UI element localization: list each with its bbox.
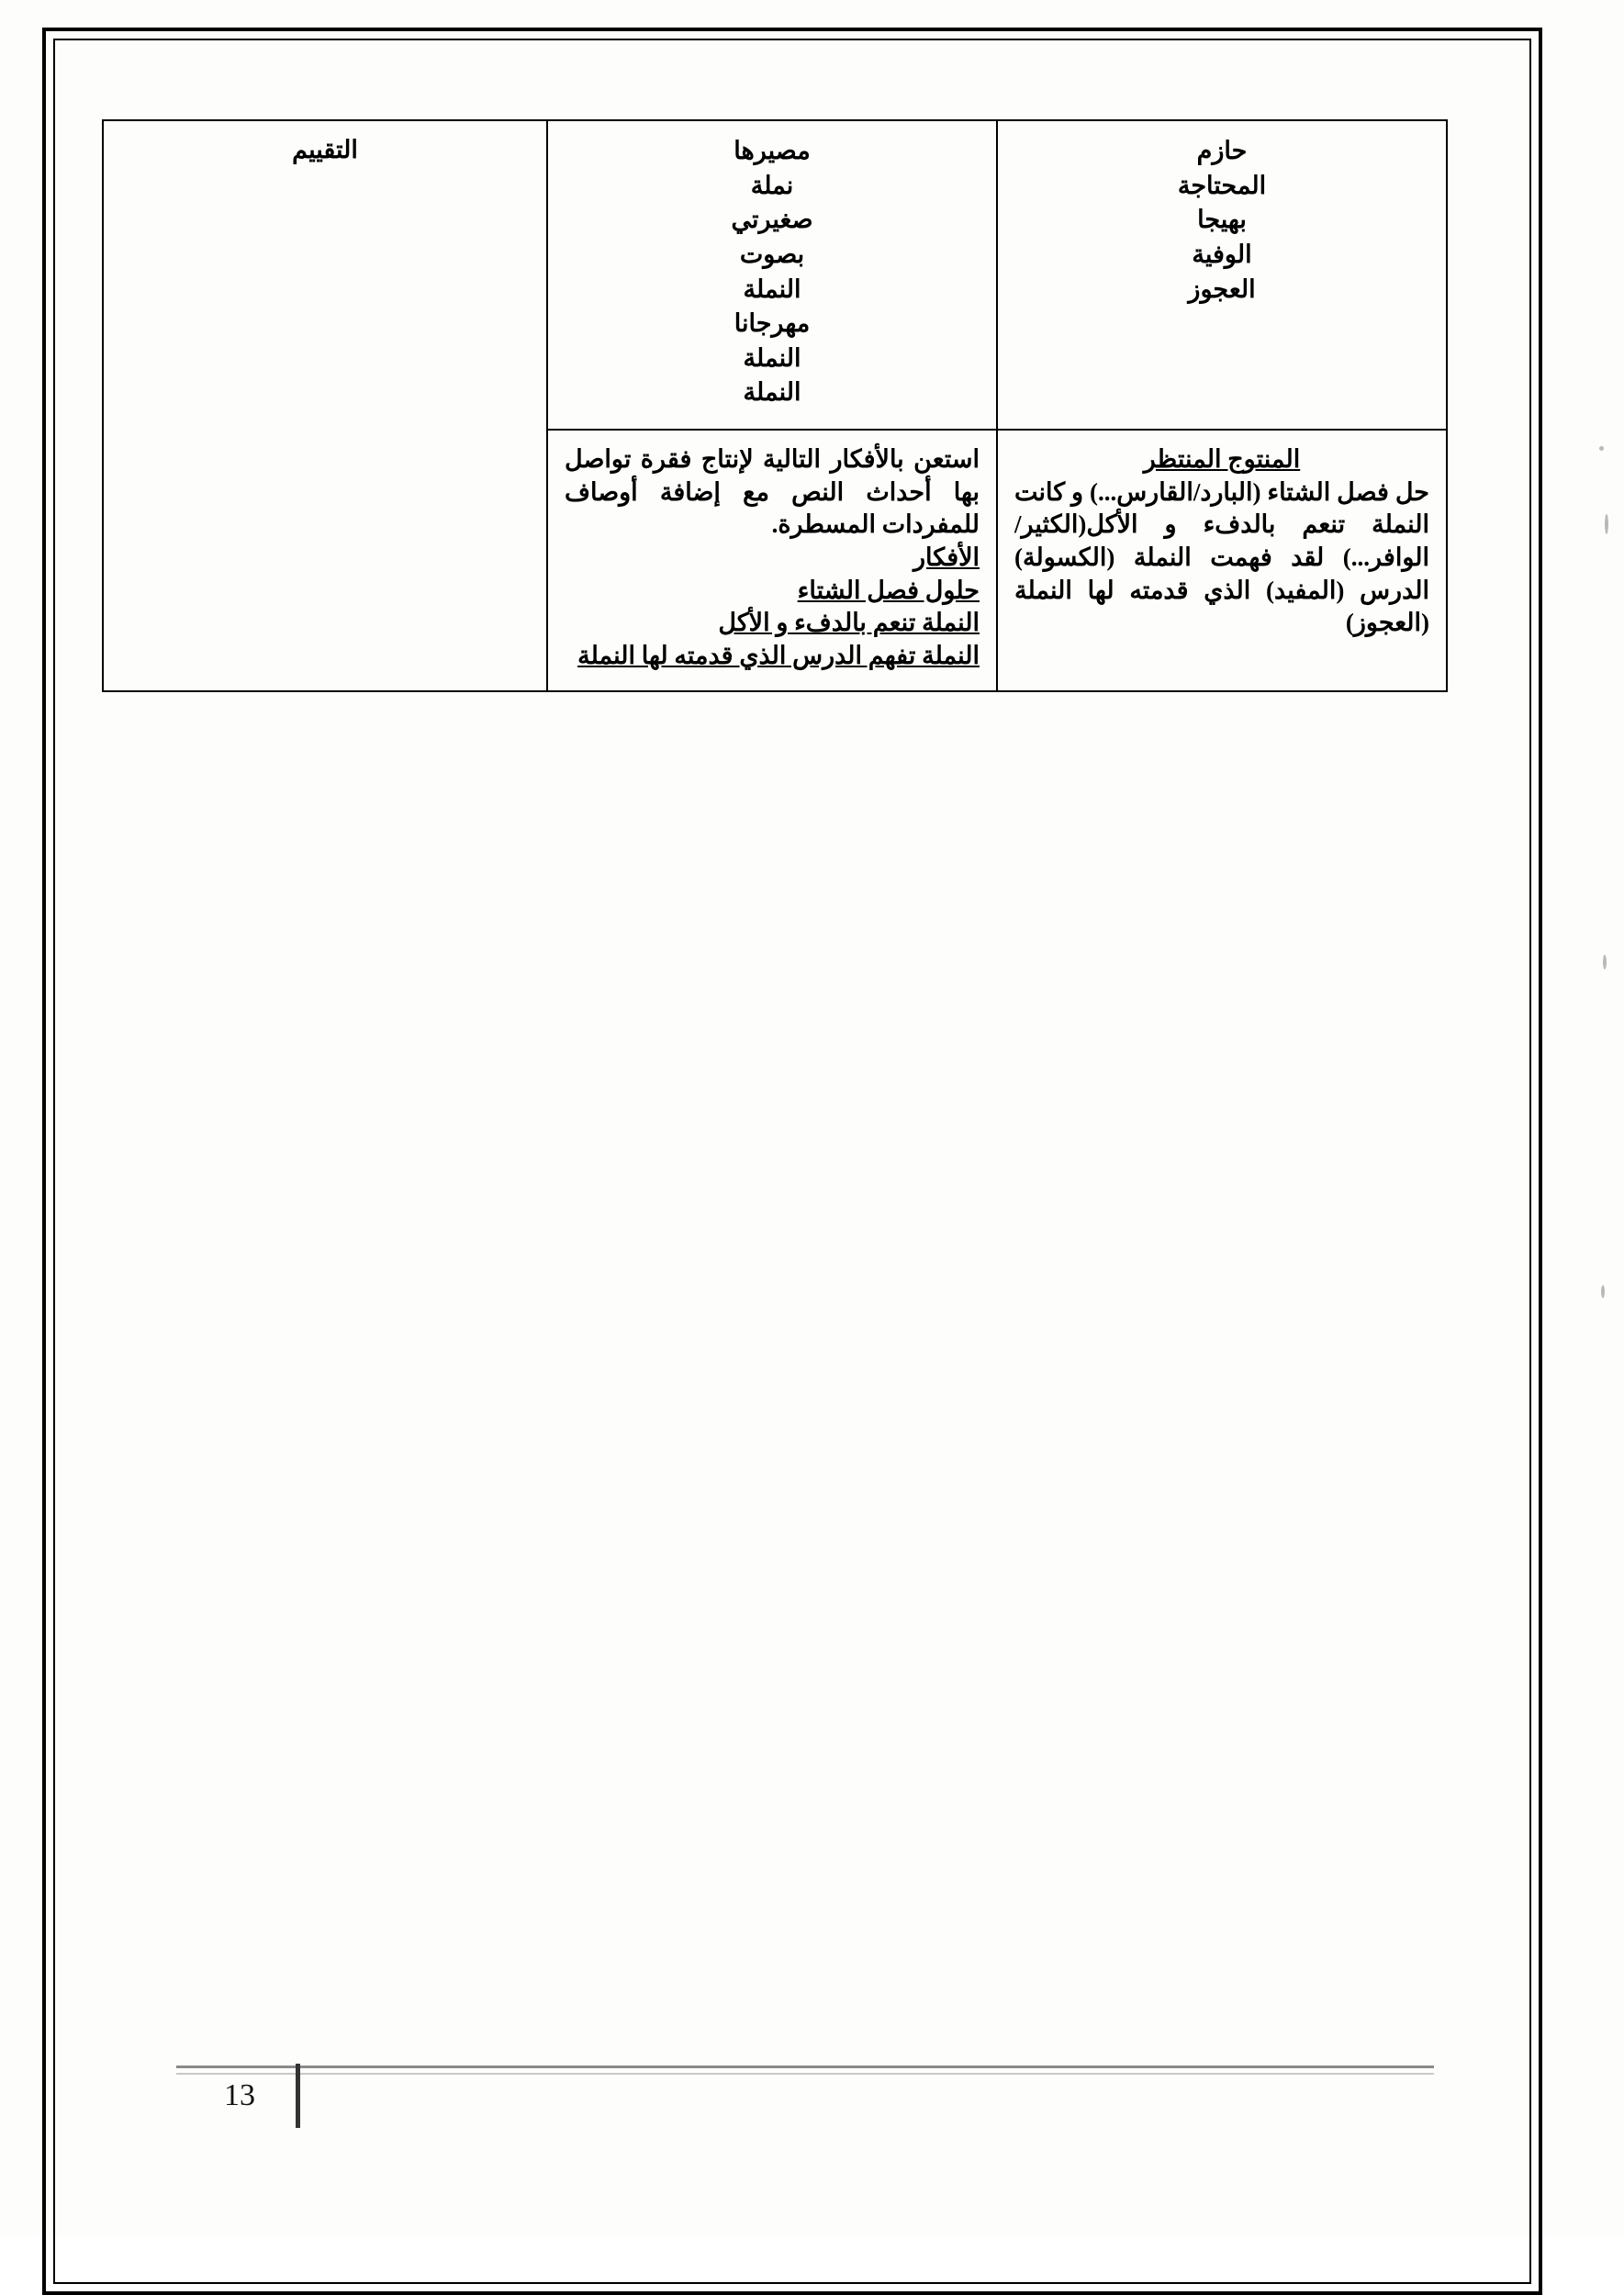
scan-speck xyxy=(1601,1285,1605,1298)
ideas-title: الأفكار xyxy=(913,543,980,571)
word-list-right xyxy=(1014,134,1429,307)
instruction-text: استعن بالأفكار التالية لإنتاج فقرة تواصل بها أحداث النص مع إضافة أوصاف للمفردات المسطرة. xyxy=(565,445,980,539)
expected-product-title: المنتوج المنتظر xyxy=(1143,445,1301,473)
cell-expected-product xyxy=(997,430,1447,691)
list-item: مهرجانا xyxy=(734,309,811,338)
idea-item: النملة تنعم بالدفء و الأكل xyxy=(718,609,980,637)
list-item: صغيرتي xyxy=(731,206,813,234)
scan-speck xyxy=(1599,446,1604,451)
expected-product-text: حل فصل الشتاء (البارد/القارس...) و كانت النملة تنعم بالدفء و الأكل(الكثير/الوافر...) لقد فهمت النملة (الكسولة) الدرس (المفيد) الذي قدمته لها النملة (العجوز) xyxy=(1014,477,1429,637)
list-item: النملة xyxy=(743,378,801,407)
cell-evaluation-right xyxy=(997,120,1447,430)
list-item: النملة xyxy=(743,274,801,303)
list-item: العجوز xyxy=(1188,274,1256,303)
list-item: نملة xyxy=(750,171,794,199)
list-item: حازم xyxy=(1196,137,1248,164)
table-row xyxy=(103,120,1447,430)
list-item: مصيرها xyxy=(734,137,811,164)
cell-evaluation-label xyxy=(103,120,547,691)
list-item: الوفية xyxy=(1192,240,1252,268)
footer-divider-secondary xyxy=(176,2073,1434,2075)
lesson-table xyxy=(102,119,1448,692)
list-item: بهيجا xyxy=(1197,206,1247,234)
list-item: النملة xyxy=(743,343,801,372)
expected-product-title-wrap xyxy=(1014,443,1429,476)
page-number-box xyxy=(180,2067,299,2124)
scan-speck xyxy=(1605,514,1608,534)
list-item: بصوت xyxy=(739,240,805,268)
cell-evaluation-middle xyxy=(547,120,997,430)
list-item: المحتاجة xyxy=(1177,171,1267,199)
word-list-middle xyxy=(565,134,980,410)
page-number-bar xyxy=(296,2064,300,2128)
ideas-title-wrap xyxy=(565,542,980,575)
scan-speck xyxy=(1603,955,1607,969)
footer-divider xyxy=(176,2066,1434,2068)
idea-item: النملة تفهم الدرس الذي قدمته لها النملة xyxy=(577,641,980,669)
evaluation-label: التقييم xyxy=(292,136,358,163)
page-number: 13 xyxy=(224,2078,255,2112)
cell-instruction xyxy=(547,430,997,691)
idea-item: حلول فصل الشتاء xyxy=(797,576,980,604)
